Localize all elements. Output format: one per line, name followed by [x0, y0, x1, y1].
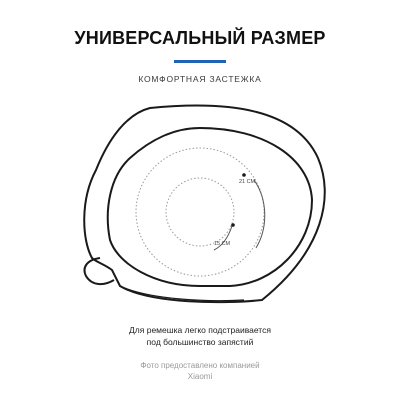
strap-outline [84, 106, 325, 303]
caption-line-2: под большинство запястий [146, 337, 254, 347]
outer-size-circle [136, 148, 264, 276]
outer-size-label: 21 СМ [239, 179, 256, 185]
strap-inner-outline [108, 128, 312, 286]
footnote [0, 360, 400, 382]
footnote-line-2: Xiaomi [187, 372, 213, 381]
caption-line-1: Для ремешка легко подстраивается [129, 325, 271, 335]
inner-marker-dot [231, 223, 235, 227]
page-title: УНИВЕРСАЛЬНЫЙ РАЗМЕР [74, 28, 326, 48]
outer-arc-arrow [254, 180, 265, 248]
inner-size-circle [166, 178, 234, 246]
footnote-line-1: Фото предоставлено компанией [140, 361, 260, 370]
inner-size-label: 15 СМ [214, 241, 231, 247]
subtitle: КОМФОРТНАЯ ЗАСТЕЖКА [138, 74, 262, 84]
caption [0, 324, 400, 348]
outer-marker-dot [242, 173, 246, 177]
